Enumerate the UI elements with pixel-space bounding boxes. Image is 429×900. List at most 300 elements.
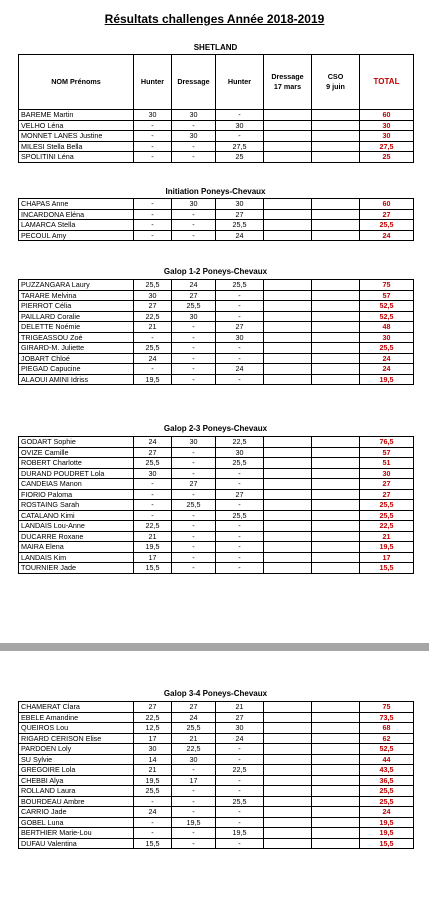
rider-name-cell: CHAPAS Anne [19, 199, 134, 210]
dressage-17-mars-cell [264, 301, 312, 312]
rider-name-cell: DURAND POUDRET Lola [19, 468, 134, 479]
hunter-cell: 22,5 [134, 311, 172, 322]
dressage-17-mars-cell [264, 332, 312, 343]
cso-9-juin-cell [312, 807, 360, 818]
cso-9-juin-cell [312, 301, 360, 312]
table-row [19, 807, 414, 818]
hunter-cell: - [134, 510, 172, 521]
dressage-cell: - [172, 838, 216, 849]
table-row [19, 817, 414, 828]
table-row [19, 209, 414, 220]
table-row [19, 838, 414, 849]
rider-name-cell: BAREME Martin [19, 110, 134, 121]
total-cell: 27 [360, 479, 414, 490]
total-cell: 57 [360, 290, 414, 301]
dressage-17-mars-cell [264, 828, 312, 839]
total-cell: 52,5 [360, 744, 414, 755]
page-title: Résultats challenges Année 2018-2019 [104, 12, 325, 26]
rider-name-cell: GODART Sophie [19, 437, 134, 448]
results-table-initiation [18, 198, 414, 241]
total-cell: 25,5 [360, 220, 414, 231]
dressage-17-mars-cell [264, 311, 312, 322]
hunter-cell: - [134, 828, 172, 839]
hunter-cell: 24 [134, 807, 172, 818]
hunter-2-cell: 27 [216, 489, 264, 500]
total-cell: 36,5 [360, 775, 414, 786]
cso-9-juin-cell [312, 733, 360, 744]
results-table-galop-2-3 [18, 436, 414, 574]
rider-name-cell: ALAOUI AMINI Idriss [19, 374, 134, 385]
column-header-hunter-2: Hunter [216, 55, 264, 110]
results-table-shetland [18, 54, 414, 163]
hunter-cell: 15,5 [134, 838, 172, 849]
dressage-cell: 17 [172, 775, 216, 786]
dressage-cell: - [172, 120, 216, 131]
hunter-2-cell: - [216, 754, 264, 765]
rider-name-cell: EBELE Amandine [19, 712, 134, 723]
table-row [19, 152, 414, 163]
section-title-shetland: SHETLAND [193, 43, 238, 52]
total-cell: 21 [360, 531, 414, 542]
dressage-17-mars-cell [264, 280, 312, 291]
table-row [19, 322, 414, 333]
dressage-17-mars-cell [264, 230, 312, 241]
hunter-2-cell: - [216, 374, 264, 385]
dressage-cell: - [172, 796, 216, 807]
column-header-dressage: Dressage [172, 55, 216, 110]
hunter-2-cell: 27 [216, 712, 264, 723]
total-cell: 30 [360, 468, 414, 479]
dressage-cell: - [172, 531, 216, 542]
table-row [19, 364, 414, 375]
hunter-cell: - [134, 120, 172, 131]
dressage-17-mars-cell [264, 754, 312, 765]
cso-9-juin-cell [312, 542, 360, 553]
rider-name-cell: CHAMERAT Clara [19, 702, 134, 713]
rider-name-cell: TOURNIER Jade [19, 563, 134, 574]
cso-9-juin-cell [312, 563, 360, 574]
dressage-cell: 25,5 [172, 301, 216, 312]
table-row [19, 458, 414, 469]
rider-name-cell: CARRIO Jade [19, 807, 134, 818]
hunter-2-cell: - [216, 110, 264, 121]
table-row [19, 120, 414, 131]
hunter-cell: 25,5 [134, 786, 172, 797]
column-header-total: TOTAL [360, 55, 414, 110]
dressage-17-mars-cell [264, 733, 312, 744]
dressage-cell: 30 [172, 199, 216, 210]
hunter-2-cell: 24 [216, 733, 264, 744]
hunter-2-cell: 25,5 [216, 458, 264, 469]
cso-9-juin-cell [312, 152, 360, 163]
rider-name-cell: PIEGAD Capucine [19, 364, 134, 375]
cso-9-juin-cell [312, 343, 360, 354]
total-cell: 19,5 [360, 817, 414, 828]
table-row [19, 542, 414, 553]
hunter-2-cell: - [216, 311, 264, 322]
hunter-cell: 25,5 [134, 458, 172, 469]
dressage-17-mars-cell [264, 838, 312, 849]
total-cell: 17 [360, 552, 414, 563]
cso-9-juin-cell [312, 765, 360, 776]
rider-name-cell: CANDEIAS Manon [19, 479, 134, 490]
hunter-cell: 30 [134, 110, 172, 121]
hunter-2-cell: - [216, 531, 264, 542]
rider-name-cell: PUZZANGARA Laury [19, 280, 134, 291]
hunter-cell: - [134, 141, 172, 152]
dressage-cell: - [172, 332, 216, 343]
dressage-cell: 30 [172, 754, 216, 765]
dressage-cell: - [172, 152, 216, 163]
hunter-cell: 22,5 [134, 521, 172, 532]
table-header-row [19, 55, 414, 110]
rider-name-cell: TARARE Melvina [19, 290, 134, 301]
cso-9-juin-cell [312, 322, 360, 333]
hunter-2-cell: - [216, 301, 264, 312]
total-cell: 25,5 [360, 343, 414, 354]
rider-name-cell: SU Sylvie [19, 754, 134, 765]
hunter-cell: 21 [134, 531, 172, 542]
dressage-cell: - [172, 343, 216, 354]
table-row [19, 301, 414, 312]
total-cell: 25,5 [360, 500, 414, 511]
cso-9-juin-cell [312, 353, 360, 364]
dressage-cell: - [172, 489, 216, 500]
total-cell: 25,5 [360, 510, 414, 521]
total-cell: 27 [360, 209, 414, 220]
cso-9-juin-cell [312, 374, 360, 385]
hunter-cell: 25,5 [134, 343, 172, 354]
dressage-cell: - [172, 322, 216, 333]
dressage-17-mars-cell [264, 702, 312, 713]
hunter-cell: 17 [134, 733, 172, 744]
rider-name-cell: QUEIROS Lou [19, 723, 134, 734]
hunter-2-cell: - [216, 786, 264, 797]
hunter-2-cell: - [216, 131, 264, 142]
column-header-cso-9-juin [312, 55, 360, 110]
total-cell: 15,5 [360, 563, 414, 574]
total-cell: 24 [360, 364, 414, 375]
results-table-galop-1-2 [18, 279, 414, 385]
hunter-cell: 21 [134, 322, 172, 333]
table-row [19, 489, 414, 500]
column-header-hunter: Hunter [134, 55, 172, 110]
total-cell: 27 [360, 489, 414, 500]
hunter-2-cell: 27,5 [216, 141, 264, 152]
dressage-17-mars-cell [264, 542, 312, 553]
rider-name-cell: BERTHIER Marie-Lou [19, 828, 134, 839]
table-row [19, 353, 414, 364]
hunter-2-cell: 30 [216, 120, 264, 131]
dressage-cell: 24 [172, 280, 216, 291]
dressage-17-mars-cell [264, 786, 312, 797]
hunter-cell: 15,5 [134, 563, 172, 574]
hunter-2-cell: 24 [216, 364, 264, 375]
rider-name-cell: PIERROT Célia [19, 301, 134, 312]
hunter-2-cell: 30 [216, 332, 264, 343]
rider-name-cell: ROBERT Charlotte [19, 458, 134, 469]
dressage-cell: - [172, 353, 216, 364]
rider-name-cell: LANDAIS Lou-Anne [19, 521, 134, 532]
hunter-2-cell: - [216, 353, 264, 364]
table-row [19, 280, 414, 291]
dressage-cell: - [172, 447, 216, 458]
dressage-17-mars-cell [264, 364, 312, 375]
hunter-cell: 14 [134, 754, 172, 765]
hunter-2-cell: - [216, 343, 264, 354]
hunter-cell: - [134, 332, 172, 343]
total-cell: 30 [360, 131, 414, 142]
hunter-2-cell: - [216, 552, 264, 563]
cso-date: 9 juin [326, 82, 345, 91]
dressage-cell: 24 [172, 712, 216, 723]
table-row [19, 744, 414, 755]
hunter-2-cell: - [216, 838, 264, 849]
hunter-cell: - [134, 500, 172, 511]
hunter-cell: 27 [134, 447, 172, 458]
table-row [19, 290, 414, 301]
rider-name-cell: TRIGEASSOU Zoé [19, 332, 134, 343]
hunter-2-cell: - [216, 521, 264, 532]
dressage-cell: - [172, 458, 216, 469]
hunter-cell: - [134, 152, 172, 163]
dressage-17-mars-cell [264, 521, 312, 532]
dressage-17-label: Dressage [271, 72, 304, 81]
section-title-galop-2-3: Galop 2-3 Poneys-Chevaux [163, 424, 268, 433]
total-cell: 51 [360, 458, 414, 469]
total-cell: 25,5 [360, 796, 414, 807]
total-cell: 75 [360, 280, 414, 291]
section-title-galop-1-2: Galop 1-2 Poneys-Chevaux [163, 267, 268, 276]
dressage-cell: - [172, 510, 216, 521]
dressage-17-mars-cell [264, 110, 312, 121]
table-row [19, 775, 414, 786]
dressage-cell: 19,5 [172, 817, 216, 828]
hunter-2-cell: 27 [216, 209, 264, 220]
rider-name-cell: DUFAU Valentina [19, 838, 134, 849]
hunter-2-cell: - [216, 290, 264, 301]
dressage-cell: 27 [172, 479, 216, 490]
cso-9-juin-cell [312, 479, 360, 490]
dressage-cell: 27 [172, 702, 216, 713]
dressage-cell: 25,5 [172, 723, 216, 734]
cso-9-juin-cell [312, 332, 360, 343]
rider-name-cell: BOURDEAU Ambre [19, 796, 134, 807]
hunter-cell: - [134, 209, 172, 220]
dressage-17-mars-cell [264, 458, 312, 469]
dressage-17-mars-cell [264, 437, 312, 448]
hunter-cell: 19,5 [134, 542, 172, 553]
table-row [19, 500, 414, 511]
dressage-cell: - [172, 209, 216, 220]
dressage-cell: - [172, 765, 216, 776]
hunter-cell: - [134, 131, 172, 142]
hunter-cell: 27 [134, 301, 172, 312]
hunter-cell: 30 [134, 290, 172, 301]
cso-9-juin-cell [312, 290, 360, 301]
dressage-17-mars-cell [264, 209, 312, 220]
cso-9-juin-cell [312, 838, 360, 849]
hunter-cell: - [134, 199, 172, 210]
dressage-17-mars-cell [264, 322, 312, 333]
rider-name-cell: FIORIO Paloma [19, 489, 134, 500]
total-cell: 48 [360, 322, 414, 333]
hunter-2-cell: - [216, 807, 264, 818]
dressage-cell: - [172, 220, 216, 231]
dressage-17-mars-cell [264, 563, 312, 574]
hunter-2-cell: 25,5 [216, 280, 264, 291]
hunter-2-cell: 25,5 [216, 510, 264, 521]
total-cell: 30 [360, 332, 414, 343]
cso-9-juin-cell [312, 468, 360, 479]
hunter-cell: 30 [134, 468, 172, 479]
cso-9-juin-cell [312, 552, 360, 563]
total-cell: 19,5 [360, 542, 414, 553]
cso-9-juin-cell [312, 712, 360, 723]
table-row [19, 447, 414, 458]
hunter-2-cell: 27 [216, 322, 264, 333]
table-row [19, 510, 414, 521]
hunter-cell: - [134, 817, 172, 828]
dressage-17-date: 17 mars [273, 82, 302, 91]
hunter-2-cell: - [216, 775, 264, 786]
cso-9-juin-cell [312, 744, 360, 755]
cso-9-juin-cell [312, 230, 360, 241]
dressage-cell: 30 [172, 131, 216, 142]
table-row [19, 332, 414, 343]
dressage-cell: - [172, 786, 216, 797]
total-cell: 22,5 [360, 521, 414, 532]
rider-name-cell: LANDAIS Kim [19, 552, 134, 563]
total-cell: 27,5 [360, 141, 414, 152]
rider-name-cell: MAIRA Elena [19, 542, 134, 553]
rider-name-cell: SPOLITINI Léna [19, 152, 134, 163]
rider-name-cell: MONNET LANES Justine [19, 131, 134, 142]
dressage-cell: - [172, 364, 216, 375]
hunter-cell: 24 [134, 437, 172, 448]
total-cell: 43,5 [360, 765, 414, 776]
cso-9-juin-cell [312, 828, 360, 839]
cso-9-juin-cell [312, 220, 360, 231]
hunter-2-cell: 30 [216, 447, 264, 458]
dressage-17-mars-cell [264, 531, 312, 542]
rider-name-cell: OVIZE Camille [19, 447, 134, 458]
table-row [19, 141, 414, 152]
hunter-2-cell: - [216, 563, 264, 574]
hunter-2-cell: - [216, 817, 264, 828]
hunter-2-cell: 25,5 [216, 796, 264, 807]
dressage-17-mars-cell [264, 343, 312, 354]
cso-9-juin-cell [312, 500, 360, 511]
cso-9-juin-cell [312, 521, 360, 532]
dressage-17-mars-cell [264, 468, 312, 479]
hunter-cell: 21 [134, 765, 172, 776]
table-row [19, 199, 414, 210]
section-title-initiation: Initiation Poneys-Chevaux [165, 187, 266, 196]
hunter-cell: - [134, 479, 172, 490]
dressage-17-mars-cell [264, 817, 312, 828]
rider-name-cell: GREGOIRE Lola [19, 765, 134, 776]
hunter-cell: 19,5 [134, 374, 172, 385]
dressage-cell: - [172, 563, 216, 574]
total-cell: 68 [360, 723, 414, 734]
hunter-cell: - [134, 230, 172, 241]
table-row [19, 437, 414, 448]
dressage-17-mars-cell [264, 796, 312, 807]
dressage-17-mars-cell [264, 500, 312, 511]
hunter-cell: 27 [134, 702, 172, 713]
dressage-17-mars-cell [264, 712, 312, 723]
total-cell: 30 [360, 120, 414, 131]
total-cell: 15,5 [360, 838, 414, 849]
cso-9-juin-cell [312, 723, 360, 734]
cso-label: CSO [327, 72, 344, 81]
total-cell: 52,5 [360, 311, 414, 322]
section-title-galop-3-4: Galop 3-4 Poneys-Chevaux [163, 689, 268, 698]
table-row [19, 702, 414, 713]
total-cell: 57 [360, 447, 414, 458]
hunter-cell: - [134, 796, 172, 807]
dressage-17-mars-cell [264, 152, 312, 163]
hunter-cell: 22,5 [134, 712, 172, 723]
total-cell: 60 [360, 110, 414, 121]
cso-9-juin-cell [312, 280, 360, 291]
total-cell: 44 [360, 754, 414, 765]
rider-name-cell: PARDOEN Loly [19, 744, 134, 755]
hunter-2-cell: - [216, 468, 264, 479]
rider-name-cell: DELETTE Noémie [19, 322, 134, 333]
cso-9-juin-cell [312, 458, 360, 469]
rider-name-cell: RIGARD CERISON Elise [19, 733, 134, 744]
hunter-2-cell: - [216, 744, 264, 755]
dressage-cell: - [172, 542, 216, 553]
table-row [19, 374, 414, 385]
total-cell: 76,5 [360, 437, 414, 448]
table-row [19, 828, 414, 839]
cso-9-juin-cell [312, 120, 360, 131]
rider-name-cell: PECOUL Amy [19, 230, 134, 241]
dressage-17-mars-cell [264, 744, 312, 755]
dressage-17-mars-cell [264, 290, 312, 301]
dressage-cell: - [172, 230, 216, 241]
cso-9-juin-cell [312, 702, 360, 713]
hunter-2-cell: 25,5 [216, 220, 264, 231]
hunter-2-cell: 30 [216, 723, 264, 734]
cso-9-juin-cell [312, 110, 360, 121]
rider-name-cell: PAILLARD Coralie [19, 311, 134, 322]
hunter-cell: 17 [134, 552, 172, 563]
cso-9-juin-cell [312, 754, 360, 765]
hunter-2-cell: 22,5 [216, 765, 264, 776]
cso-9-juin-cell [312, 786, 360, 797]
dressage-17-mars-cell [264, 489, 312, 500]
rider-name-cell: DUCARRE Roxane [19, 531, 134, 542]
dressage-17-mars-cell [264, 765, 312, 776]
table-row [19, 754, 414, 765]
hunter-2-cell: 24 [216, 230, 264, 241]
table-row [19, 563, 414, 574]
total-cell: 24 [360, 353, 414, 364]
table-row [19, 723, 414, 734]
cso-9-juin-cell [312, 437, 360, 448]
dressage-17-mars-cell [264, 447, 312, 458]
dressage-17-mars-cell [264, 220, 312, 231]
results-table-galop-3-4 [18, 701, 414, 849]
total-cell: 75 [360, 702, 414, 713]
table-row [19, 552, 414, 563]
dressage-cell: - [172, 521, 216, 532]
hunter-2-cell: - [216, 479, 264, 490]
